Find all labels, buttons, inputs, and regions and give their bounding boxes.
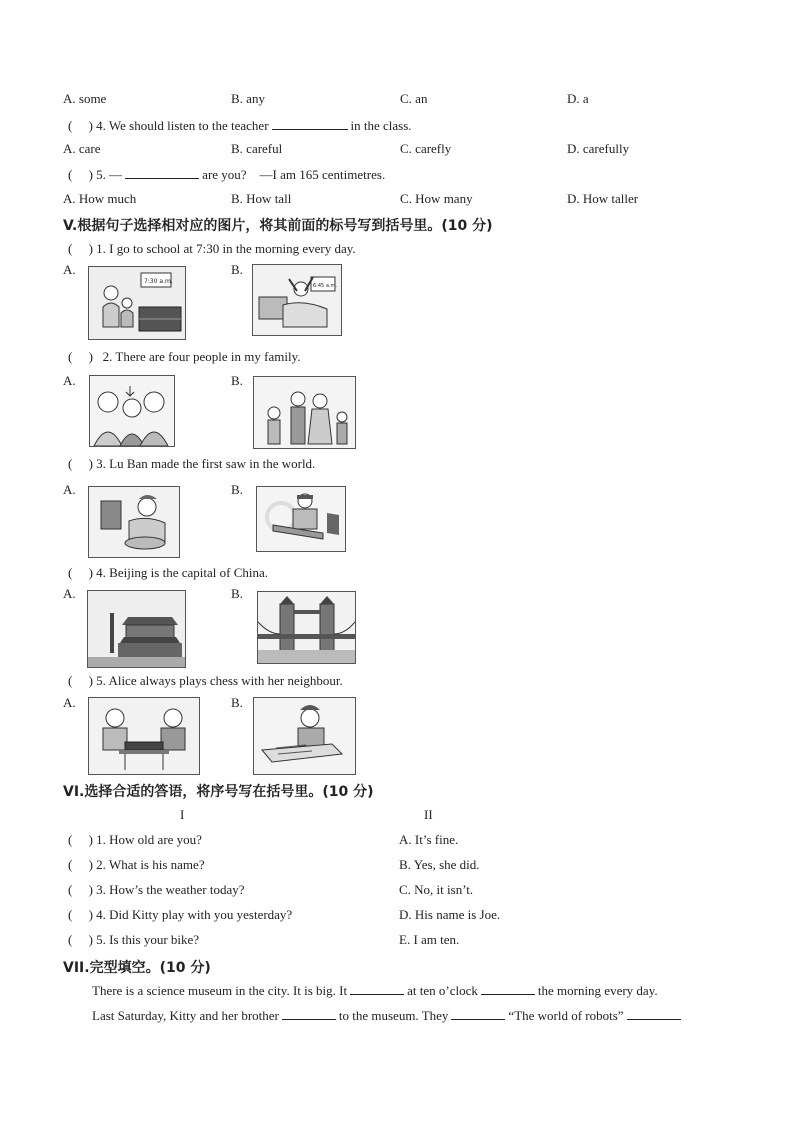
- q3-option-c: C. an: [400, 91, 428, 106]
- tiananmen-illustration: [88, 591, 185, 667]
- pq2-picture-b[interactable]: [253, 376, 356, 449]
- match-question-5: ( ) 5. Is this your bike?: [68, 932, 200, 947]
- cloze-blank-4[interactable]: [451, 1007, 505, 1020]
- cloze-blank-5[interactable]: [627, 1007, 681, 1020]
- cloze-line-1-part-3: the morning every day.: [537, 983, 658, 998]
- q3-option-b: B. any: [231, 91, 265, 106]
- painter-illustration: [89, 487, 179, 557]
- match-question-1: ( ) 1. How old are you?: [68, 832, 202, 847]
- q4-option-b: B. careful: [231, 141, 283, 156]
- pq4-picture-b[interactable]: [257, 591, 356, 664]
- pq1-label-a: A.: [63, 262, 76, 277]
- match-answer-e: E. I am ten.: [399, 932, 460, 947]
- q5-option-d: D. How taller: [567, 191, 639, 206]
- cloze-line-2-part-2: to the museum. They: [338, 1008, 449, 1023]
- section-6-heading: VI.选择合适的答语，将序号写在括号里。(10 分): [63, 784, 374, 800]
- pq2-label-b: B.: [231, 373, 243, 388]
- cloze-line-2: [92, 1007, 684, 1024]
- match-answer-a: A. It’s fine.: [399, 832, 459, 847]
- pq1-b-time-text: 6:45 a.m.: [313, 283, 337, 289]
- q4-text-end: in the class.: [350, 118, 412, 133]
- section-5-heading: V.根据句子选择相对应的图片，将其前面的标号写到括号里。(10 分): [63, 218, 493, 234]
- pq1-label-b: B.: [231, 262, 243, 277]
- pq3-label-b: B.: [231, 482, 243, 497]
- q5-text-start: ( ) 5. —: [68, 167, 123, 182]
- q5-option-c: C. How many: [400, 191, 473, 206]
- cloze-line-1: [92, 982, 658, 999]
- q4-text-start: ( ) 4. We should listen to the teacher: [68, 118, 269, 133]
- cloze-line-1-part-2: at ten o’clock: [407, 983, 478, 998]
- q3-option-d: D. a: [567, 91, 589, 106]
- pq4-label-a: A.: [63, 586, 76, 601]
- cloze-blank-2[interactable]: [481, 982, 535, 995]
- cloze-blank-1[interactable]: [350, 982, 404, 995]
- column-i-header: I: [180, 807, 185, 822]
- q5-text-end: are you? —I am 165 centimetres.: [202, 167, 386, 182]
- q4-option-a: A. care: [63, 141, 101, 156]
- pq5-picture-a[interactable]: [88, 697, 200, 775]
- pq3-picture-a[interactable]: [88, 486, 180, 558]
- picture-question-3: ( ) 3. Lu Ban made the first saw in the world.: [68, 456, 316, 471]
- pq1-picture-a[interactable]: [88, 266, 186, 340]
- classroom-clock-illustration: [89, 267, 185, 339]
- pq2-picture-a[interactable]: [89, 375, 175, 447]
- drawing-at-desk-illustration: [254, 698, 355, 774]
- q5-option-b: B. How tall: [231, 191, 292, 206]
- q5-blank[interactable]: [125, 166, 199, 179]
- picture-question-5: ( ) 5. Alice always plays chess with her neighbour.: [68, 673, 343, 688]
- three-people-family-illustration: [90, 376, 174, 446]
- pq3-picture-b[interactable]: [256, 486, 346, 552]
- match-answer-b: B. Yes, she did.: [399, 857, 480, 872]
- cloze-blank-3[interactable]: [282, 1007, 336, 1020]
- pq5-label-b: B.: [231, 695, 243, 710]
- waking-up-illustration: [253, 265, 341, 335]
- cloze-line-2-part-3: “The world of robots”: [508, 1008, 624, 1023]
- column-ii-header: II: [424, 807, 433, 822]
- match-question-2: ( ) 2. What is his name?: [68, 857, 205, 872]
- pq5-picture-b[interactable]: [253, 697, 356, 775]
- pq1-a-time-text: 7:30 a.m.: [144, 278, 173, 285]
- question-5: [68, 166, 385, 183]
- pq1-picture-b[interactable]: [252, 264, 342, 336]
- cloze-line-1-part-1: There is a science museum in the city. It is big. It: [92, 983, 348, 998]
- tower-bridge-illustration: [258, 592, 355, 663]
- match-answer-d: D. His name is Joe.: [399, 907, 501, 922]
- pq5-label-a: A.: [63, 695, 76, 710]
- pq4-picture-a[interactable]: [87, 590, 186, 668]
- picture-question-4: ( ) 4. Beijing is the capital of China.: [68, 565, 269, 580]
- q5-option-a: A. How much: [63, 191, 137, 206]
- q4-blank[interactable]: [272, 117, 348, 130]
- match-answer-c: C. No, it isn’t.: [399, 882, 474, 897]
- picture-question-2: ( ) 2. There are four people in my family.: [68, 349, 301, 364]
- playing-chess-illustration: [89, 698, 199, 774]
- question-4: [68, 117, 412, 134]
- carpenter-saw-illustration: [257, 487, 345, 551]
- q3-option-a: A. some: [63, 91, 107, 106]
- cloze-line-2-part-1: Last Saturday, Kitty and her brother: [92, 1008, 279, 1023]
- picture-question-1: ( ) 1. I go to school at 7:30 in the morning every day.: [68, 241, 356, 256]
- pq3-label-a: A.: [63, 482, 76, 497]
- q4-option-d: D. carefully: [567, 141, 630, 156]
- four-people-family-illustration: [254, 377, 355, 448]
- pq4-label-b: B.: [231, 586, 243, 601]
- pq2-label-a: A.: [63, 373, 76, 388]
- match-question-3: ( ) 3. How’s the weather today?: [68, 882, 245, 897]
- q4-option-c: C. carefly: [400, 141, 452, 156]
- section-7-heading: VII.完型填空。(10 分): [63, 960, 211, 976]
- match-question-4: ( ) 4. Did Kitty play with you yesterday?: [68, 907, 293, 922]
